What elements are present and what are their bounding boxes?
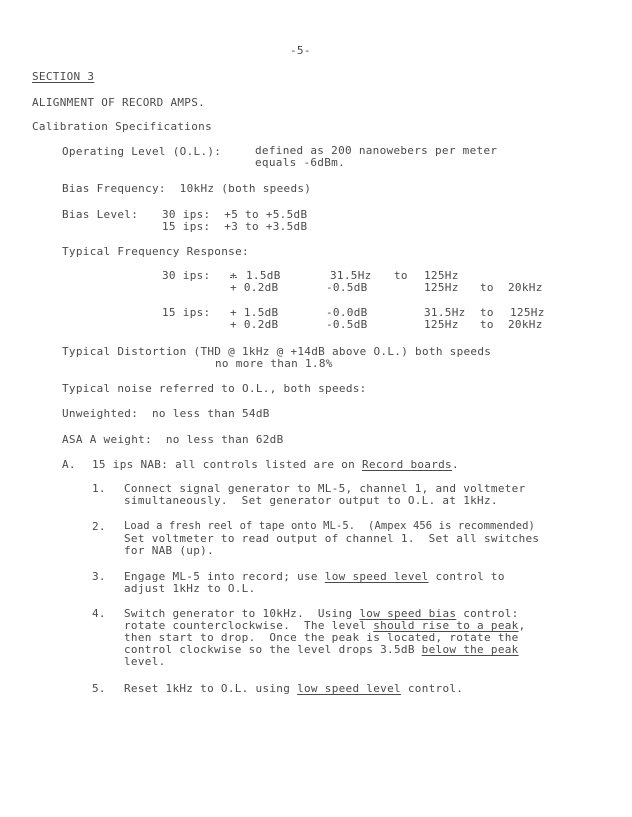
freq-30-row2-mid: 125Hz <box>424 281 459 294</box>
low-speed-level-underlined: low speed level <box>324 570 429 583</box>
freq-15-row2-low: 125Hz <box>424 318 459 331</box>
should-rise-underlined: should rise to a peak <box>373 619 519 632</box>
step-2-line-1: Load a fresh reel of tape onto ML-5. (Ampex 456 is recommended) <box>124 520 535 532</box>
freq-30-row1-to: to <box>394 269 408 282</box>
freq-15-row1-db: -0.0dB <box>326 306 368 319</box>
freq-30-row1-value: 1.5dB <box>246 269 281 282</box>
freq-15-label: 15 ips: <box>162 306 211 319</box>
step-4-number: 4. <box>92 607 106 620</box>
step-3-text-post: control to <box>428 570 505 583</box>
asa-weight-line: ASA A weight: no less than 62dB <box>62 433 284 446</box>
freq-30-label: 30 ips: <box>162 269 211 282</box>
record-boards-underlined: Record boards <box>361 458 452 471</box>
step-4-line-4-pre: control clockwise so the level drops 3.5dB <box>124 643 422 656</box>
step-1-number: 1. <box>92 482 106 495</box>
step-5-line <box>124 682 463 695</box>
section-a-text-post: . <box>451 458 459 471</box>
low-speed-bias-underlined: low speed bias <box>359 607 457 620</box>
freq-15-row2-value: + 0.2dB <box>230 318 279 331</box>
step-2-line-2: Set voltmeter to read output of channel 1. Set all switches <box>124 532 540 545</box>
section-label: SECTION 3 <box>32 70 95 83</box>
step-5-text-pre: Reset 1kHz to O.L. using <box>124 682 298 695</box>
freq-15-row2-high: 20kHz <box>508 318 543 331</box>
step-4-line-2-pre: rotate counterclockwise. The level <box>124 619 374 632</box>
step-1-line-2: simultaneously. Set generator output to O.L. at 1kHz. <box>124 494 498 507</box>
step-4-line-3: then start to drop. Once the peak is located, rotate the <box>124 631 519 644</box>
freq-30-row2-to: to <box>480 281 494 294</box>
section-a-text <box>92 458 459 471</box>
step-3-line-2: adjust 1kHz to O.L. <box>124 582 256 595</box>
step-5-text-post: control. <box>400 682 464 695</box>
section-a-label: A. <box>62 458 76 471</box>
freq-30-row2-high: 20kHz <box>508 281 543 294</box>
step-2-number: 2. <box>92 520 106 533</box>
step-4-line-5: level. <box>124 655 166 668</box>
bias-frequency: Bias Frequency: 10kHz (both speeds) <box>62 182 312 195</box>
step-1-line-1: Connect signal generator to ML-5, channel 1, and voltmeter <box>124 482 526 495</box>
distortion-line-2: no more than 1.8% <box>215 357 333 370</box>
freq-30-row1-high: 125Hz <box>424 269 459 282</box>
operating-level-value-1: defined as 200 nanowebers per meter <box>255 144 498 157</box>
freq-15-row2-to: to <box>480 318 494 331</box>
freq-15-row1-to: to <box>480 306 494 319</box>
bias-level-label: Bias Level: <box>62 208 139 221</box>
freq-15-row2-db: -0.5dB <box>326 318 368 331</box>
step-3-number: 3. <box>92 570 106 583</box>
unweighted-line: Unweighted: no less than 54dB <box>62 407 270 420</box>
step-5-number: 5. <box>92 682 106 695</box>
calibration-title: Calibration Specifications <box>32 120 212 133</box>
distortion-line-1: Typical Distortion (THD @ 1kHz @ +14dB above O.L.) both speeds <box>62 345 492 358</box>
step-4-line-4 <box>124 643 519 656</box>
operating-level-label: Operating Level (O.L.): <box>62 145 222 158</box>
page-number: -5- <box>290 44 311 57</box>
freq-30-row2-value: + 0.2dB <box>230 281 279 294</box>
operating-level-value-2: equals -6dBm. <box>255 156 345 169</box>
step-4-text-pre: Switch generator to 10kHz. Using <box>124 607 360 620</box>
freq-15-row1-low: 31.5Hz <box>424 306 466 319</box>
bias-level-30: 30 ips: +5 to +5.5dB <box>162 208 308 221</box>
step-4-text-post: control: <box>456 607 519 620</box>
step-3-text-pre: Engage ML-5 into record; use <box>124 570 325 583</box>
freq-30-row1-low: 31.5Hz <box>330 269 372 282</box>
freq-30-row2-low: -0.5dB <box>326 281 368 294</box>
freq-response-title: Typical Frequency Response: <box>62 245 249 258</box>
freq-15-row1-value: + 1.5dB <box>230 306 279 319</box>
step-4-line-2-post: , <box>518 619 526 632</box>
below-the-peak-underlined: below the peak <box>421 643 519 656</box>
noise-line: Typical noise referred to O.L., both speeds: <box>62 382 367 395</box>
freq-15-row1-high: 125Hz <box>510 306 545 319</box>
bias-level-15: 15 ips: +3 to +3.5dB <box>162 220 308 233</box>
low-speed-level-underlined-2: low speed level <box>297 682 401 695</box>
plus-minus-sign: + <box>230 269 237 282</box>
section-a-text-pre: 15 ips NAB: all controls listed are on <box>92 458 362 471</box>
section-heading: ALIGNMENT OF RECORD AMPS. <box>32 96 206 109</box>
step-2-line-3: for NAB (up). <box>124 544 214 557</box>
